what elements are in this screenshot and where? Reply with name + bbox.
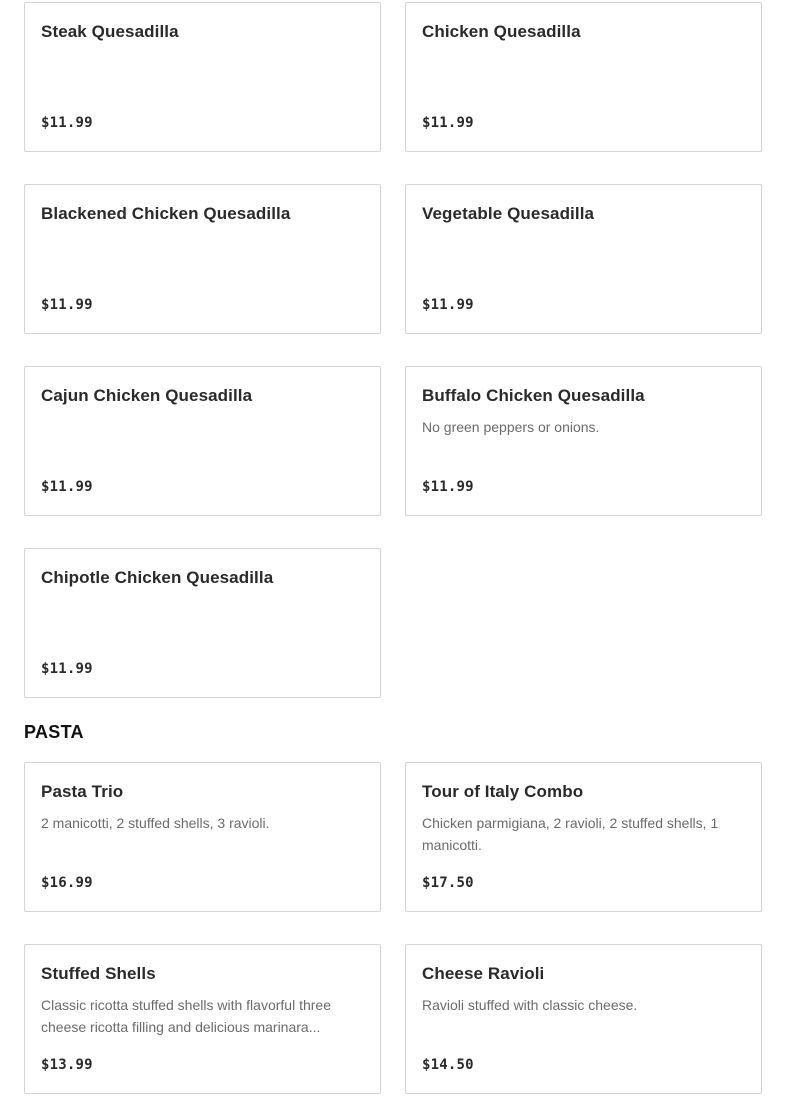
section-heading-pasta: PASTA — [24, 722, 84, 742]
menu-item-price: $11.99 — [41, 297, 93, 313]
menu-item-card[interactable] — [405, 184, 762, 334]
menu-item-name: Stuffed Shells — [41, 964, 156, 983]
menu-item-name: Cajun Chicken Quesadilla — [41, 386, 253, 405]
menu-item-description: Ravioli stuffed with classic cheese. — [422, 997, 638, 1013]
menu-item-card[interactable] — [405, 762, 762, 912]
menu-item-card[interactable] — [405, 944, 762, 1094]
menu-item-card[interactable] — [24, 762, 381, 912]
menu-item-price: $11.99 — [422, 115, 474, 131]
menu-item-card[interactable] — [24, 2, 381, 152]
menu-item-price: $11.99 — [422, 297, 474, 313]
menu-item-description — [41, 994, 363, 1038]
menu-item-card[interactable] — [405, 366, 762, 516]
menu-item-card[interactable] — [24, 548, 381, 698]
menu-item-price: $11.99 — [41, 115, 93, 131]
menu-item-description — [422, 812, 744, 856]
menu-item-name: Pasta Trio — [41, 782, 124, 801]
menu-item-price: $11.99 — [41, 661, 93, 677]
menu-item-price: $11.99 — [422, 479, 474, 495]
menu-item-description: No green peppers or onions. — [422, 419, 600, 435]
menu-item-name: Steak Quesadilla — [41, 22, 179, 41]
menu-item-name: Buffalo Chicken Quesadilla — [422, 386, 645, 405]
menu-item-price: $16.99 — [41, 875, 93, 891]
menu-item-price: $14.50 — [422, 1057, 474, 1073]
description-line: Chicken parmigiana, 2 ravioli, 2 stuffed shells, 1 — [422, 815, 719, 831]
menu-item-price: $13.99 — [41, 1057, 93, 1073]
menu-item-name: Tour of Italy Combo — [422, 782, 584, 801]
menu-item-card[interactable] — [405, 2, 762, 152]
description-line: Classic ricotta stuffed shells with flavorful three — [41, 997, 331, 1013]
menu-item-name: Chicken Quesadilla — [422, 22, 581, 41]
menu-item-name: Blackened Chicken Quesadilla — [41, 204, 291, 223]
menu-item-name: Cheese Ravioli — [422, 964, 545, 983]
menu-item-name: Vegetable Quesadilla — [422, 204, 595, 223]
menu-item-card[interactable] — [24, 184, 381, 334]
menu-item-card[interactable] — [24, 944, 381, 1094]
menu-item-price: $11.99 — [41, 479, 93, 495]
menu-item-description: 2 manicotti, 2 stuffed shells, 3 ravioli. — [41, 815, 270, 831]
menu-item-card[interactable] — [24, 366, 381, 516]
description-line: cheese ricotta filling and delicious marinara... — [41, 1019, 321, 1035]
menu-item-name: Chipotle Chicken Quesadilla — [41, 568, 274, 587]
menu-item-price: $17.50 — [422, 875, 474, 891]
description-line: manicotti. — [422, 837, 482, 853]
